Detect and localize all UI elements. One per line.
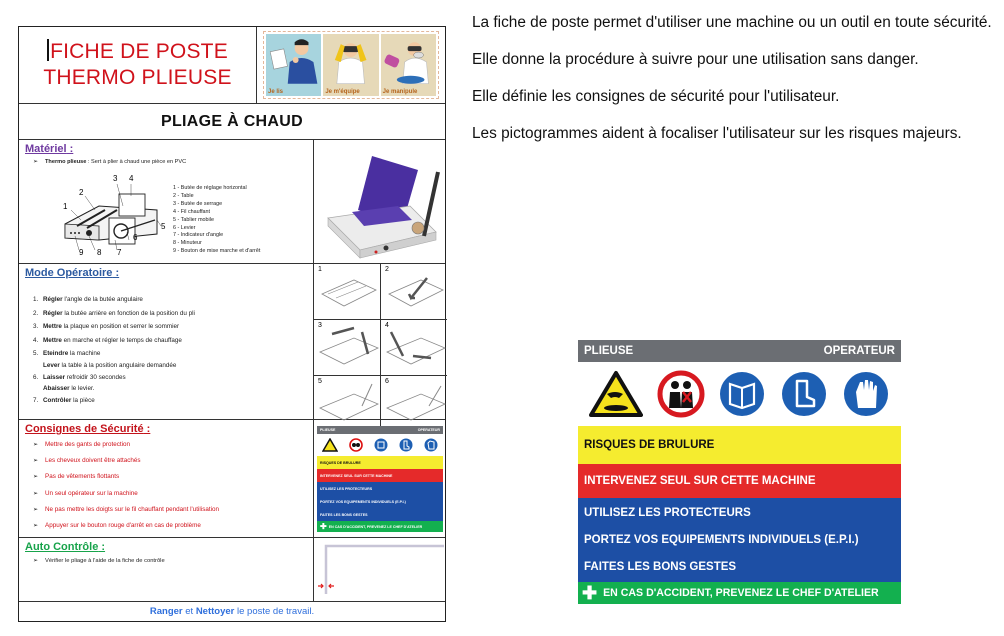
diagram-number: 7: [117, 248, 122, 257]
section-mode-operatoire: [19, 264, 445, 420]
safety-item: ➢ Un seul opérateur sur la machine: [33, 489, 138, 497]
legend-item: 1 - Butée de réglage horizontal: [173, 185, 247, 191]
mini-sign-left-header: PLIEUSE: [320, 428, 336, 432]
sheet-title: [19, 27, 256, 103]
picto-label-equip: Je m'équipe: [325, 89, 360, 95]
legend-item: 9 - Bouton de mise marche et d'arrêt: [173, 248, 261, 255]
safety-item: ➢ Pas de vêtements flottants: [33, 473, 120, 481]
burn-warning-icon: [589, 370, 643, 418]
title-line-2: THERMO PLIEUSE: [43, 66, 232, 89]
safety-item: ➢ Ne pas mettre les doigts sur le fil chauffant pendant l'utilisation: [33, 505, 219, 513]
machine-photo: [313, 140, 445, 263]
gloves-icon: [424, 438, 438, 452]
sign-right-header: OPERATEUR: [823, 345, 895, 357]
description-text: [472, 14, 997, 162]
mini-sign-right-header: OPERATEUR: [417, 428, 440, 432]
step-item: 2. Régler la butée arrière en fonction de la position du pli: [33, 309, 195, 317]
safety-sign: [578, 340, 901, 604]
mini-sign-accident: EN CAS D'ACCIDENT, PREVENEZ LE CHEF D'ATELIER: [328, 524, 423, 529]
mini-sign-burn-risk: RISQUES DE BRULURE: [317, 456, 443, 469]
diagram-number: 5: [161, 222, 166, 231]
step-photos-grid: [313, 264, 445, 419]
description-paragraph: Elle définie les consignes de sécurité pour l'utilisateur.: [472, 88, 840, 105]
step-photo: [381, 264, 447, 320]
text-cursor: [47, 39, 49, 61]
one-person-only-icon: [349, 438, 363, 452]
first-aid-cross-icon: ✚: [582, 583, 598, 603]
consignes-heading: Consignes de Sécurité: [25, 423, 144, 435]
handling-person-icon: [381, 34, 436, 96]
step-item: 5. Eteindre la machine: [33, 350, 101, 357]
legend-item: 8 - Minuteur: [173, 240, 202, 247]
sign-wear-ppe: PORTEZ VOS EQUIPEMENTS INDIVIDUELS (E.P.I.): [584, 533, 859, 546]
step-photo: [381, 320, 447, 376]
sign-alone-on-machine: INTERVENEZ SEUL SUR CETTE MACHINE: [578, 464, 901, 498]
photo-number: 4: [385, 322, 389, 329]
step-item: Lever la table à la position angulaire demandée: [43, 361, 177, 369]
step-item: 4. Mettre en marche et régler le temps de chauffage: [33, 336, 182, 344]
sign-accident-notice: EN CAS D'ACCIDENT, PREVENEZ LE CHEF D'ATELIER: [603, 587, 879, 599]
sign-good-gestures: FAITES LES BONS GESTES: [584, 560, 737, 573]
sign-use-protectors: UTILISEZ LES PROTECTEURS: [584, 507, 751, 520]
materiel-item-name: Thermo plieuse: [45, 159, 87, 165]
diagram-number: 1: [63, 202, 68, 211]
safety-boots-icon: [399, 438, 413, 452]
first-aid-cross-icon: ✚: [320, 522, 327, 531]
footer-nettoyer: Nettoyer: [195, 606, 235, 617]
safety-item: ➢ Appuyer sur le bouton rouge d'arrêt en cas de problème: [33, 522, 201, 530]
photo-number: 5: [318, 378, 322, 385]
step-item: Abaisser le levier.: [43, 385, 95, 392]
heading-colon: :: [66, 143, 74, 155]
legend-item: 6 - Levier: [173, 224, 196, 231]
sign-burn-risk: RISQUES DE BRULURE: [578, 426, 901, 464]
photo-number: 6: [385, 378, 389, 385]
heading-colon: :: [98, 541, 106, 553]
auto-item: Vérifier le pliage à l'aide de la fiche de contrôle: [45, 558, 165, 564]
read-manual-icon: [718, 370, 766, 418]
description-paragraph: Elle donne la procédure à suivre pour une utilisation sans danger.: [472, 51, 919, 68]
diagram-number: 3: [113, 174, 118, 183]
materiel-item-desc: : Sert à plier à chaud une pièce en PVC: [86, 159, 187, 165]
mini-sign-protectors: UTILISEZ LES PROTECTEURS: [320, 486, 373, 491]
reading-person-icon: [266, 34, 321, 96]
heading-colon: :: [112, 267, 120, 279]
safety-item: ➢ Mettre des gants de protection: [33, 441, 131, 448]
step-item: 7. Contrôler la pièce: [33, 397, 95, 404]
picto-label-read: Je lis: [268, 89, 284, 95]
steps-list: [19, 293, 313, 408]
safety-boots-icon: [780, 370, 828, 418]
section-materiel: [19, 140, 445, 264]
legend-item: 4 - Fil chauffant: [173, 208, 211, 215]
photo-number: 1: [318, 266, 322, 273]
step-item: 1. Régler l'angle de la butée angulaire: [33, 296, 143, 303]
photo-number: 2: [385, 266, 389, 273]
workstation-sheet: [18, 26, 446, 622]
burn-warning-icon: [322, 438, 338, 452]
read-manual-icon: [374, 438, 388, 452]
picto-label-handle: Je manipule: [382, 89, 418, 95]
legend-item: 2 - Table: [173, 192, 194, 199]
diagram-number: 6: [133, 233, 138, 242]
footer-rest: le poste de travail.: [234, 606, 315, 617]
diagram-number: 8: [97, 248, 102, 257]
subtitle-row: [19, 104, 445, 140]
title-line-1: FICHE DE POSTE: [50, 40, 228, 63]
diagram-number: 4: [129, 174, 134, 183]
step-photo: [314, 264, 381, 320]
footer-et: et: [182, 606, 196, 617]
gloves-icon: [842, 370, 890, 418]
section-auto-controle: [19, 538, 445, 602]
auto-heading: Auto Contrôle: [25, 541, 99, 553]
diagram-legend: [173, 185, 260, 256]
mini-sign-ppe: PORTEZ VOS EQUIPEMENTS INDIVIDUELS (E.P.I.): [320, 499, 406, 504]
safety-list: [19, 437, 313, 534]
legend-item: 7 - Indicateur d'angle: [173, 232, 224, 239]
sign-left-header: PLIEUSE: [584, 345, 634, 357]
step-item: 6. Laisser refroidir 30 secondes: [33, 373, 126, 381]
description-paragraph: Les pictogrammes aident à focaliser l'utilisateur sur les risques majeurs.: [472, 125, 962, 142]
sheet-subtitle: PLIAGE À CHAUD: [161, 113, 303, 130]
section-consignes: [19, 420, 445, 538]
mini-sign: [317, 426, 443, 532]
sheet-header: [19, 27, 445, 104]
description-paragraph: La fiche de poste permet d'utiliser une machine ou un outil en toute sécurité.: [472, 14, 992, 31]
mini-sign-alone: INTERVENEZ SEUL SUR CETTE MACHINE: [317, 469, 443, 482]
diagram-number: 9: [79, 248, 84, 257]
step-photo: [314, 320, 381, 376]
footer-ranger: Ranger: [149, 606, 183, 617]
photo-number: 3: [318, 322, 322, 329]
legend-item: 5 - Tablier mobile: [173, 216, 214, 223]
machine-diagram: [59, 170, 169, 258]
materiel-heading: Matériel: [25, 143, 67, 155]
sheet-footer: [19, 602, 445, 622]
pictogram-strip: [256, 27, 445, 103]
goggles-person-icon: [323, 34, 378, 96]
arrow-bullet-icon: ➢: [33, 159, 39, 165]
bend-check-diagram: [313, 538, 445, 601]
safety-item: ➢ Les cheveux doivent être attachés: [33, 457, 141, 465]
step-item: 3. Mettre la plaque en position et serrer le sommier: [33, 323, 180, 330]
heading-colon: :: [143, 423, 151, 435]
mode-heading: Mode Opératoire: [25, 267, 113, 279]
diagram-number: 2: [79, 188, 84, 197]
arrow-bullet-icon: ➢: [33, 558, 39, 564]
mini-safety-sign: [313, 420, 445, 537]
mini-sign-gestures: FAITES LES BONS GESTES: [320, 512, 368, 517]
one-person-only-icon: [657, 370, 705, 418]
legend-item: 3 - Butée de serrage: [173, 200, 223, 207]
